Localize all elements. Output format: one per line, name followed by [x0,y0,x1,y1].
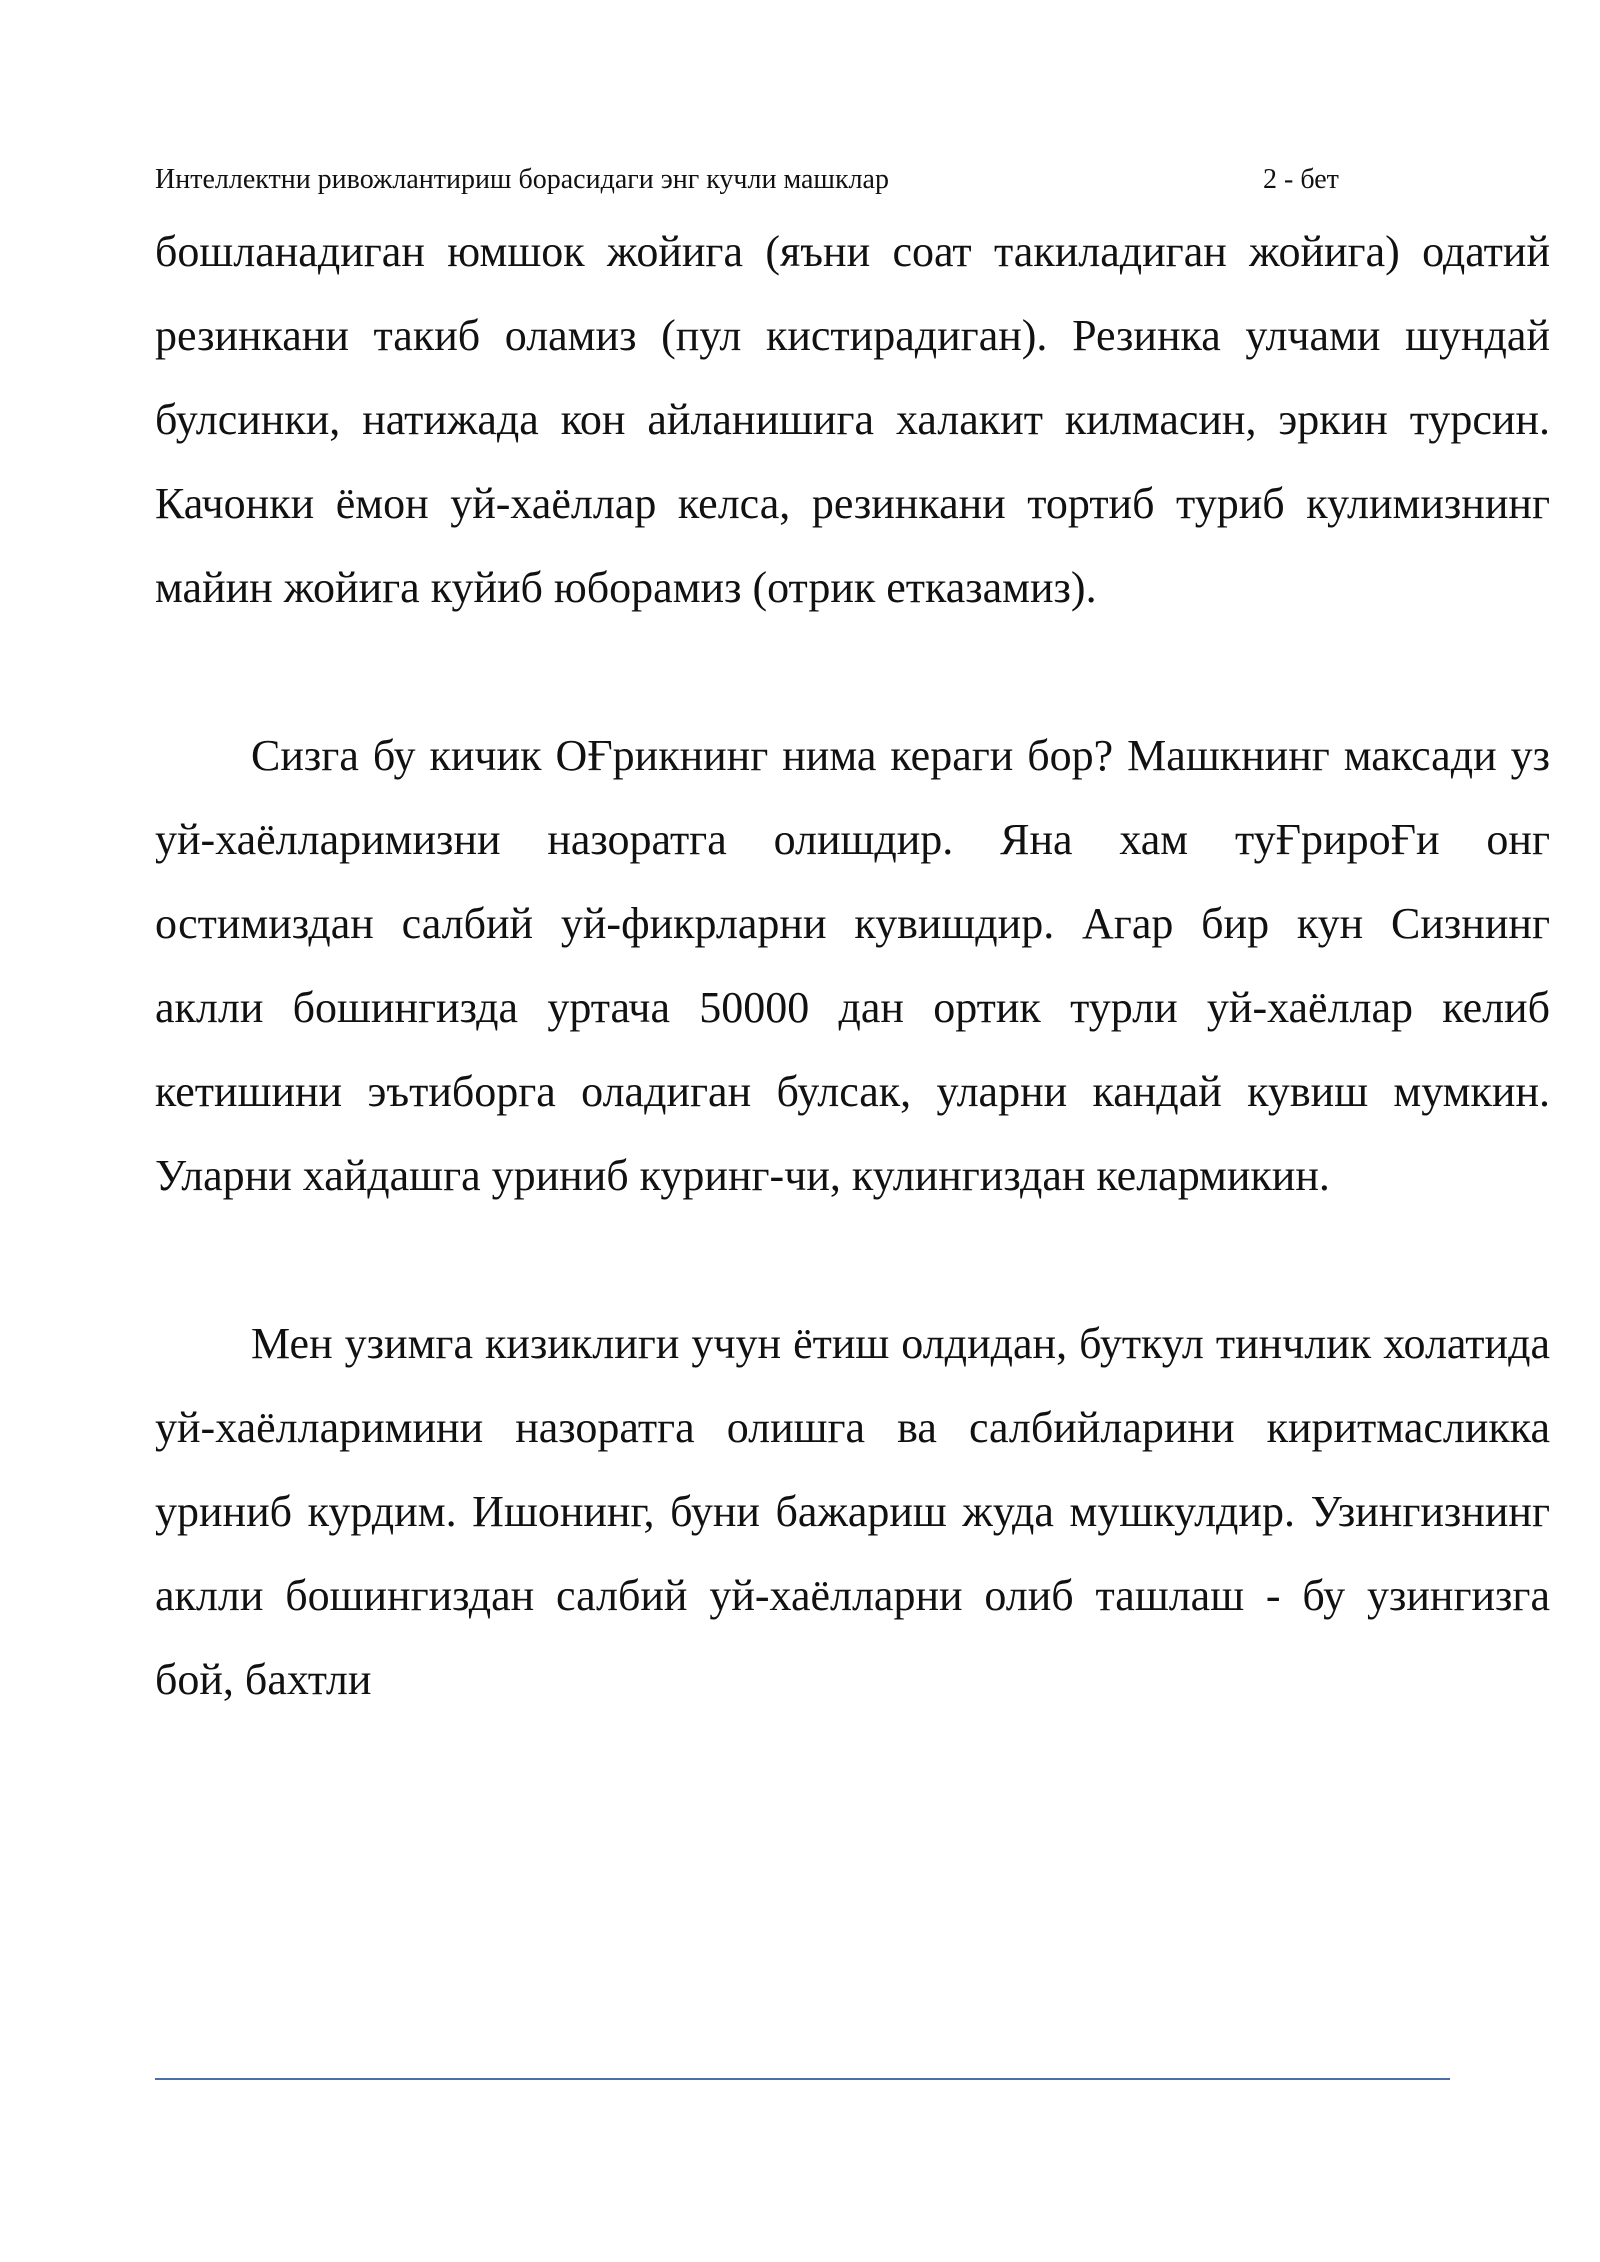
page-number: 2 - бет [1263,164,1339,195]
footer-divider [155,2078,1450,2080]
paragraph: Сизга бу кичик ОҒрикнинг нима кераги бор? Машкнинг максади уз уй-хаёлларимизни назоратга олишдир. Яна хам туҒрироҒи онг остимиздан салбий уй-фикрларни кувишдир. Агар бир кун Сизнинг аклли бошингизда уртача 50000 дан ортик турли уй-хаёллар келиб кетишини эътиборга оладиган булсак, уларни кандай кувиш мумкин. Уларни хайдашга уриниб куринг-чи, кулингиздан келармикин. [155,731,1550,1200]
paragraph: Мен узимга кизиклиги учун ётиш олдидан, буткул тинчлик холатида уй-хаёлларимини назоратга олишга ва салбийларини киритмасликка уриниб курдим. Ишонинг, буни бажариш жуда мушкулдир. Узингизнинг аклли бошингиздан салбий уй-хаёлларни олиб ташлаш - бу узингизга бой, бахтли [155,1319,1550,1704]
body-text [155,210,1550,1722]
header-title: Интеллектни ривожлантириш борасидаги энг кучли машклар [155,164,889,195]
paragraph-continued: бошланадиган юмшок жойига (яъни соат такиладиган жойига) одатий резинкани такиб оламиз (пул кистирадиган). Резинка улчами шундай булсинки, натижада кон айланишига халакит килмасин, эркин турсин. Качонки ёмон уй-хаёллар келса, резинкани тортиб туриб кулимизнинг майин жойига куйиб юборамиз (отрик етказамиз). [155,227,1550,612]
